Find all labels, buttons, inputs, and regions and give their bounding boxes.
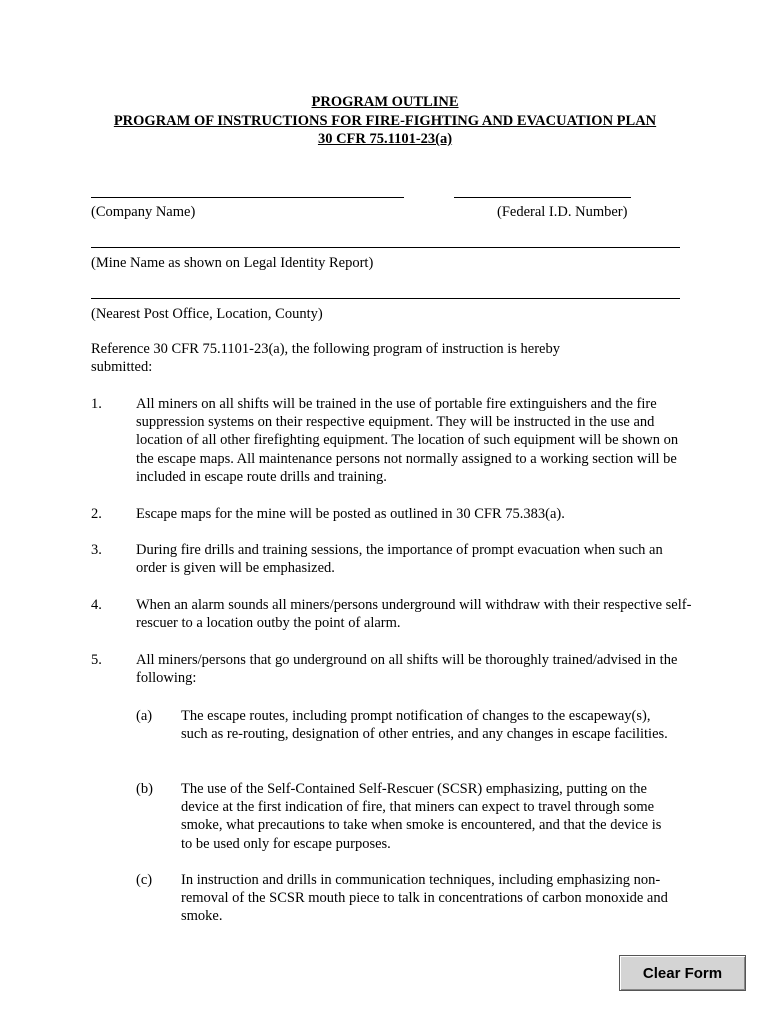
post-office-field[interactable] <box>91 298 680 299</box>
item-text: All miners/persons that go underground on all shifts will be thoroughly trained/advised in the following: <box>136 652 678 687</box>
subitem-text: The use of the Self-Contained Self-Rescuer (SCSR) emphasizing, putting on the device at the first indication of fire, that miners can expect to travel through some smoke, what precautions to take when smoke is encountered, and that the device is to be used only for escape purposes. <box>181 781 662 852</box>
post-office-label: (Nearest Post Office, Location, County) <box>91 306 323 322</box>
federal-id-field[interactable] <box>454 197 631 198</box>
item-text: During fire drills and training sessions, the importance of prompt evacuation when such an order is given will be emphasized. <box>136 542 663 577</box>
subitem-label: (b) <box>136 781 153 797</box>
item-number: 3. <box>91 542 102 558</box>
company-name-field[interactable] <box>91 197 404 198</box>
subitem-label: (c) <box>136 872 153 888</box>
cfr-reference-heading: 30 CFR 75.1101-23(a) <box>317 131 453 147</box>
item-number: 2. <box>91 506 102 522</box>
item-number: 4. <box>91 597 102 613</box>
item-text: Escape maps for the mine will be posted as outlined in 30 CFR 75.383(a). <box>136 506 565 522</box>
subitem-text: The escape routes, including prompt notification of changes to the escapeway(s), such as re-routing, designation of other entries, and any changes in escape facilities. <box>181 708 668 743</box>
item-number: 1. <box>91 396 102 412</box>
item-number: 5. <box>91 652 102 668</box>
program-title-heading: PROGRAM OF INSTRUCTIONS FOR FIRE-FIGHTING AND EVACUATION PLAN <box>113 113 657 129</box>
subitem-label: (a) <box>136 708 153 724</box>
program-outline-heading: PROGRAM OUTLINE <box>311 94 459 110</box>
item-text: All miners on all shifts will be trained in the use of portable fire extinguishers and the fire suppression systems on their respective equipment. They will be instructed in the use and location of all other firefighting equipment. The location of such equipment will be shown on the escape maps. All maintenance persons not normally assigned to a working section will be included in escape route drills and training. <box>136 396 679 485</box>
mine-name-label: (Mine Name as shown on Legal Identity Report) <box>91 255 374 271</box>
item-text: When an alarm sounds all miners/persons underground will withdraw with their respective self-rescuer to a location outby the point of alarm. <box>136 597 692 632</box>
mine-name-field[interactable] <box>91 247 680 248</box>
clear-form-button[interactable]: Clear Form <box>619 955 746 991</box>
subitem-text: In instruction and drills in communication techniques, including emphasizing non-removal of the SCSR mouth piece to talk in concentrations of carbon monoxide and smoke. <box>181 872 668 925</box>
intro-paragraph: Reference 30 CFR 75.1101-23(a), the following program of instruction is hereby submitted: <box>91 341 560 376</box>
company-name-label: (Company Name) <box>91 204 196 220</box>
federal-id-label: (Federal I.D. Number) <box>497 204 628 220</box>
